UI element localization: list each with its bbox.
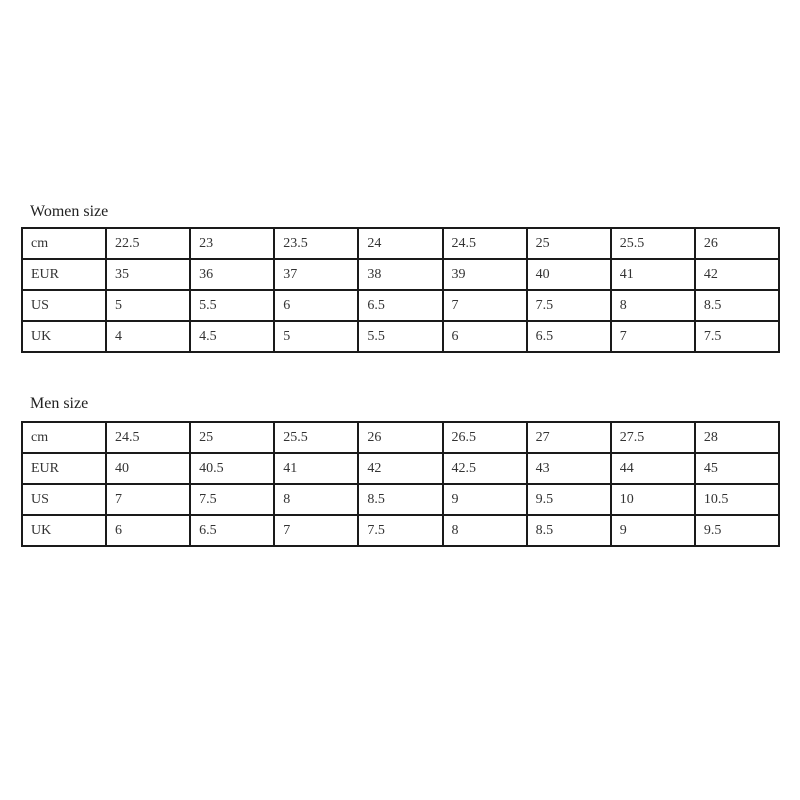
size-cell: 24 [358, 228, 442, 259]
size-cell: 9.5 [527, 484, 611, 515]
size-cell: 7 [443, 290, 527, 321]
size-cell: 24.5 [106, 422, 190, 453]
size-cell: 10.5 [695, 484, 779, 515]
size-cell: 40 [106, 453, 190, 484]
size-cell: 25.5 [611, 228, 695, 259]
size-cell: 25 [527, 228, 611, 259]
size-cell: 42.5 [443, 453, 527, 484]
table-row [22, 321, 779, 352]
size-cell: 37 [274, 259, 358, 290]
size-cell: 36 [190, 259, 274, 290]
size-cell: 8 [611, 290, 695, 321]
row-label: cm [22, 228, 106, 259]
size-cell: 5 [106, 290, 190, 321]
size-cell: 7 [106, 484, 190, 515]
women-size-table [21, 227, 780, 353]
size-cell: 4.5 [190, 321, 274, 352]
table-row [22, 515, 779, 546]
row-label: EUR [22, 453, 106, 484]
size-cell: 9 [611, 515, 695, 546]
size-cell: 35 [106, 259, 190, 290]
size-cell: 6 [274, 290, 358, 321]
size-cell: 26 [358, 422, 442, 453]
size-cell: 10 [611, 484, 695, 515]
size-cell: 41 [611, 259, 695, 290]
size-cell: 44 [611, 453, 695, 484]
size-cell: 7 [611, 321, 695, 352]
size-cell: 26 [695, 228, 779, 259]
size-cell: 7.5 [527, 290, 611, 321]
size-cell: 6 [443, 321, 527, 352]
size-cell: 39 [443, 259, 527, 290]
size-cell: 6.5 [190, 515, 274, 546]
women-size-title: Women size [30, 203, 109, 220]
row-label: US [22, 290, 106, 321]
size-cell: 4 [106, 321, 190, 352]
row-label: UK [22, 321, 106, 352]
size-cell: 7.5 [695, 321, 779, 352]
size-cell: 5.5 [358, 321, 442, 352]
size-cell: 27.5 [611, 422, 695, 453]
size-cell: 43 [527, 453, 611, 484]
size-cell: 5.5 [190, 290, 274, 321]
size-cell: 9.5 [695, 515, 779, 546]
size-cell: 42 [358, 453, 442, 484]
size-cell: 27 [527, 422, 611, 453]
table-row [22, 228, 779, 259]
size-cell: 40 [527, 259, 611, 290]
size-cell: 25 [190, 422, 274, 453]
size-cell: 8.5 [527, 515, 611, 546]
size-cell: 23 [190, 228, 274, 259]
size-cell: 8.5 [695, 290, 779, 321]
size-cell: 41 [274, 453, 358, 484]
size-cell: 24.5 [443, 228, 527, 259]
size-cell: 42 [695, 259, 779, 290]
men-size-title: Men size [30, 395, 89, 412]
size-cell: 26.5 [443, 422, 527, 453]
table-row [22, 290, 779, 321]
size-cell: 38 [358, 259, 442, 290]
men-size-table [21, 421, 780, 547]
size-cell: 8 [274, 484, 358, 515]
size-cell: 6 [106, 515, 190, 546]
size-cell: 8 [443, 515, 527, 546]
size-cell: 8.5 [358, 484, 442, 515]
size-cell: 7 [274, 515, 358, 546]
size-cell: 9 [443, 484, 527, 515]
size-cell: 23.5 [274, 228, 358, 259]
table-row [22, 484, 779, 515]
table-row [22, 453, 779, 484]
table-row [22, 422, 779, 453]
row-label: UK [22, 515, 106, 546]
row-label: cm [22, 422, 106, 453]
row-label: US [22, 484, 106, 515]
size-cell: 6.5 [358, 290, 442, 321]
size-cell: 40.5 [190, 453, 274, 484]
size-cell: 6.5 [527, 321, 611, 352]
row-label: EUR [22, 259, 106, 290]
size-cell: 7.5 [358, 515, 442, 546]
size-cell: 7.5 [190, 484, 274, 515]
size-cell: 22.5 [106, 228, 190, 259]
size-cell: 5 [274, 321, 358, 352]
size-cell: 25.5 [274, 422, 358, 453]
table-row [22, 259, 779, 290]
size-cell: 28 [695, 422, 779, 453]
size-cell: 45 [695, 453, 779, 484]
